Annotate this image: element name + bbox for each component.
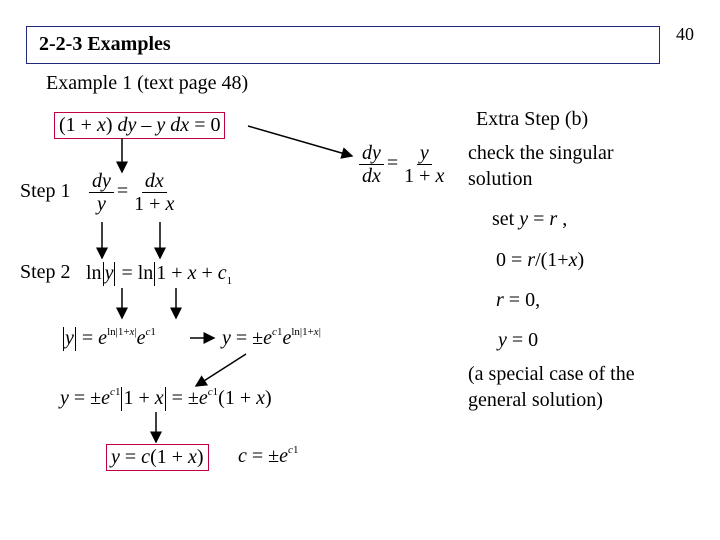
slide-number: 40 <box>676 24 694 44</box>
step1-label: Step 1 <box>20 180 71 202</box>
arrow-ode-to-derivative <box>248 126 352 156</box>
extra-line-3: set y = r , <box>492 208 568 230</box>
extra-line-5: r = 0, <box>496 289 541 311</box>
example-heading: Example 1 (text page 48) <box>46 72 249 94</box>
extra-line-6: y = 0 <box>498 329 539 351</box>
abs-equation: $y = \pm e^{c1}$ $1 + x = \pm e^{c1}(1 + x)$ <box>60 386 272 411</box>
separated-equation: $\frac{dy}{y}$ = $\frac{dx}{1 + x}$ <box>86 170 180 215</box>
extra-line-2: solution <box>468 168 533 190</box>
pm-equation: $y = \pm e^{c1}e^{ln|1+x|}$ <box>222 326 321 349</box>
derivative-equation: $\frac{dy}{dx}$ = $\frac{y}{1 + x}$ <box>356 142 450 187</box>
ode-equation: (1 + x) dy – y dx = 0 <box>54 112 225 139</box>
exponentiated-equation: $y = e^{ln|1+x|}e^{c1}$ <box>62 326 156 351</box>
extra-line-1: check the singular <box>468 142 614 164</box>
extra-line-4: 0 = r/(1+x) <box>496 249 585 271</box>
extra-step-title: Extra Step (b) <box>476 108 589 130</box>
step2-label: Step 2 <box>20 261 71 283</box>
integrated-equation: $\ln y = \ln 1 + x + c_1$ <box>86 262 233 287</box>
extra-line-7: (a special case of the <box>468 363 635 385</box>
arrow-pm-to-abs <box>196 354 246 386</box>
slide-title: 2-2-3 Examples <box>39 33 171 55</box>
general-solution: y = c(1 + x) <box>106 444 209 471</box>
constant-definition: $c = \pm e^{c1}$ <box>238 444 299 467</box>
extra-line-8: general solution) <box>468 389 603 411</box>
